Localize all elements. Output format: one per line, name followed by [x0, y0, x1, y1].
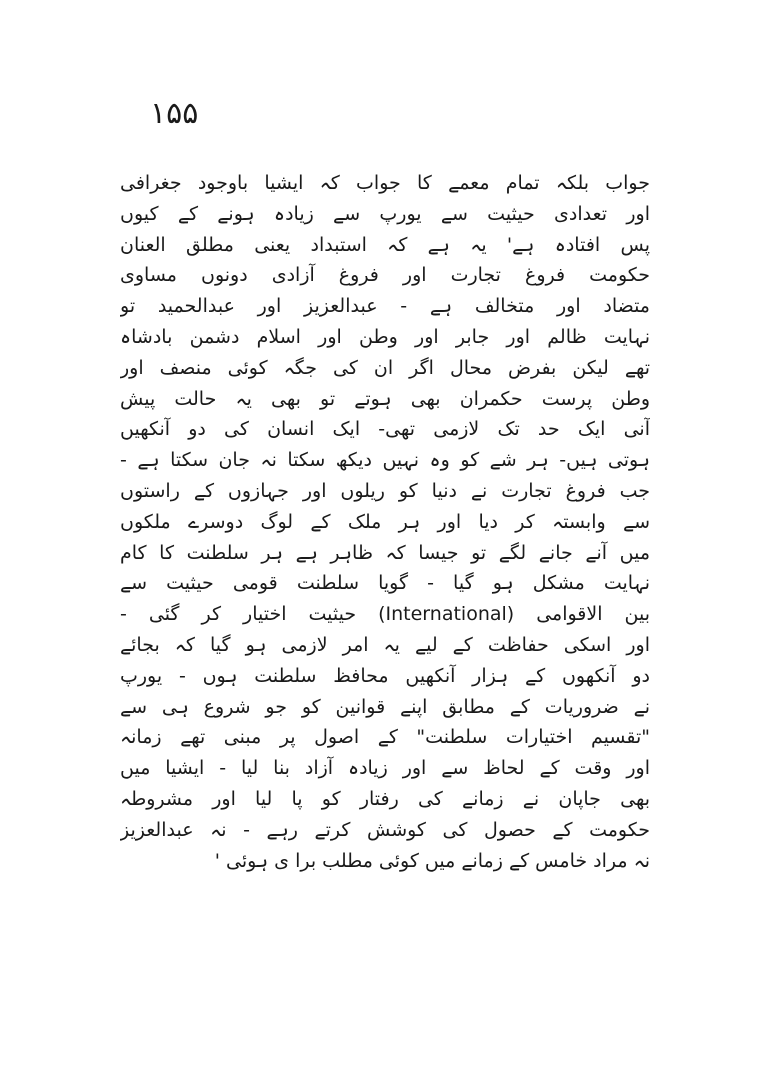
text-line: نے ضروریات کے مطابق اپنے قوانین کو جو شروع ہی سے	[120, 695, 650, 718]
text-line: پس افتادہ ہے' یہ ہے کہ استبداد یعنی مطلق العنان	[120, 233, 650, 256]
text-line: جب فروغ تجارت نے دنیا کو ریلوں اور جہازوں کے راستوں	[120, 479, 650, 502]
text-line: آنی ایک حد تک لازمی تھی- ایک انسان کی دو آنکھیں	[120, 418, 650, 441]
text-line: حکومت کے حصول کی کوشش کرتے رہے - نہ عبدالعزیز	[120, 818, 650, 841]
text-line: متضاد اور متخالف ہے - عبدالعزیز اور عبدالحمید تو	[120, 295, 650, 318]
text-line: میں آنے جانے لگے تو جیسا کہ ظاہر ہے ہر سلطنت کا کام	[120, 541, 650, 564]
text-line: اور اسکی حفاظت کے لیے یہ امر لازمی ہو گیا کہ بجائے	[120, 633, 650, 656]
text-line: نہ مراد خامس کے زمانے میں کوئی مطلب برا ی ہوئی '	[214, 849, 650, 872]
text-line: نہایت ظالم اور جابر اور وطن اور اسلام دشمن بادشاہ	[120, 325, 650, 348]
text-line: بین الاقوامی (International) حیثیت اختیار کر گئی -	[120, 603, 650, 626]
text-line: نہایت مشکل ہو گیا - گویا سلطنت قومی حیثیت سے	[120, 572, 650, 595]
body-text	[120, 168, 650, 876]
text-line: دو آنکھوں کے ہزار آنکھیں محافظ سلطنت ہوں - یورپ	[120, 664, 650, 687]
text-line: سے وابستہ کر دیا اور ہر ملک کے لوگ دوسرے ملکوں	[120, 510, 650, 533]
text-line: وطن پرست حکمران بھی ہوتے تو بھی یہ حالت پیش	[120, 387, 650, 410]
text-line: "تقسیم اختیارات سلطنت" کے اصول پر مبنی تھے زمانہ	[120, 726, 650, 749]
text-line: حکومت فروغ تجارت اور فروغ آزادی دونوں مساوی	[120, 264, 650, 287]
page-number: ۱۵۵	[150, 96, 199, 131]
text-line: اور تعدادی حیثیت سے یورپ سے زیادہ ہونے کے کیوں	[120, 202, 650, 225]
text-line: تھے لیکن بفرض محال اگر ان کی جگہ کوئی منصف اور	[120, 356, 650, 379]
text-line: جواب بلکہ تمام معمے کا جواب کہ ایشیا باوجود جغرافی	[120, 172, 650, 194]
text-line: ہوتی ہیں- ہر شے کو وہ نہیں دیکھ سکتا نہ جان سکتا ہے -	[120, 449, 650, 472]
text-line: بھی جاپان نے زمانے کی رفتار کو پا لیا اور مشروطہ	[120, 787, 650, 810]
text-line: اور وقت کے لحاظ سے اور زیادہ آزاد بنا لیا - ایشیا میں	[120, 757, 650, 780]
